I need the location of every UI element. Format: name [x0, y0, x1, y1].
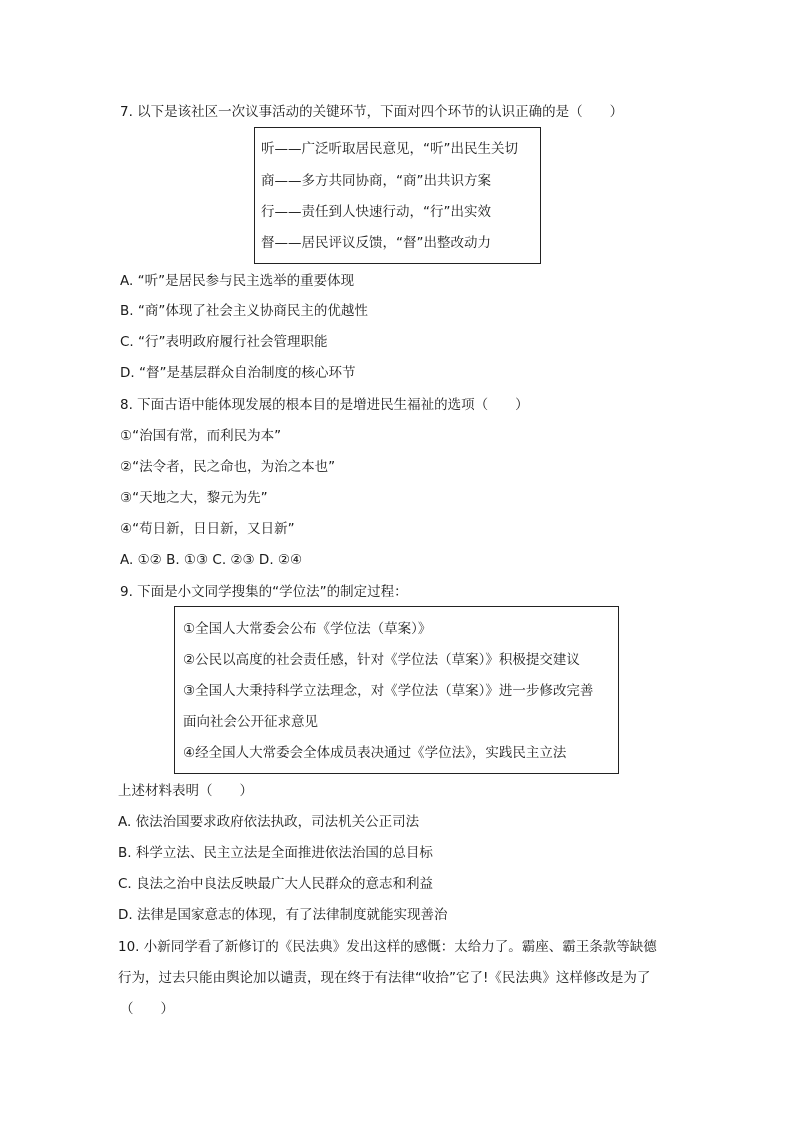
- q7-option-d: D. “督”是基层群众自治制度的核心环节: [120, 365, 356, 381]
- q9-option-b: B. 科学立法、民主立法是全面推进依法治国的总目标: [118, 845, 433, 861]
- q7-box-line: 商——多方共同协商，“商”出共识方案: [261, 173, 491, 189]
- q9-box-line: ①全国人大常委会公布《学位法（草案）》: [183, 621, 432, 637]
- q7-option-c: C. “行”表明政府履行社会管理职能: [120, 334, 328, 350]
- q8-item: ④“苟日新，日日新，又日新”: [120, 521, 295, 537]
- q9-option-a: A. 依法治国要求政府依法执政，司法机关公正司法: [118, 814, 420, 830]
- q7-box-line: 听——广泛听取居民意见，“听”出民生关切: [261, 141, 518, 157]
- q7-box-line: 督——居民评议反馈，“督”出整改动力: [261, 235, 491, 251]
- q7-box-line: 行——责任到人快速行动，“行”出实效: [261, 204, 491, 220]
- q10-stem-line: 行为，过去只能由舆论加以谴责，现在终于有法律“收拾”它了!《民法典》这样修改是为了: [118, 970, 651, 986]
- q9-option-c: C. 良法之治中良法反映最广大人民群众的意志和利益: [118, 876, 434, 892]
- q8-item: ①“治国有常，而利民为本”: [120, 428, 282, 444]
- q8-options: A. ①② B. ①③ C. ②③ D. ②④: [120, 552, 303, 568]
- q8-stem: 8. 下面古语中能体现发展的根本目的是增进民生福祉的选项（ ）: [120, 397, 529, 413]
- q9-question: 上述材料表明（ ）: [118, 783, 253, 799]
- q10-stem-line: 10. 小新同学看了新修订的《民法典》发出这样的感慨：太给力了。霸座、霸王条款等缺德: [118, 939, 657, 955]
- q9-option-d: D. 法律是国家意志的体现，有了法律制度就能实现善治: [118, 907, 448, 923]
- q9-box-line: ④经全国人大常委会全体成员表决通过《学位法》，实践民主立法: [183, 745, 567, 761]
- q9-box-line: ③全国人大秉持科学立法理念，对《学位法（草案）》进一步修改完善: [183, 683, 594, 699]
- q7-option-b: B. “商”体现了社会主义协商民主的优越性: [120, 303, 368, 319]
- q9-material-box: [174, 606, 619, 774]
- q9-box-line: 面向社会公开征求意见: [183, 714, 318, 730]
- q9-stem: 9. 下面是小文同学搜集的“学位法”的制定过程：: [120, 584, 408, 600]
- q7-material-box: [254, 127, 541, 264]
- q7-stem: 7. 以下是该社区一次议事活动的关键环节，下面对四个环节的认识正确的是（ ）: [120, 104, 624, 120]
- q10-answer-bracket: （ ）: [120, 1001, 174, 1017]
- q8-item: ②“法令者，民之命也，为治之本也”: [120, 459, 336, 475]
- q7-option-a: A. “听”是居民参与民主选举的重要体现: [120, 273, 355, 289]
- q9-box-line: ②公民以高度的社会责任感，针对《学位法（草案）》积极提交建议: [183, 652, 580, 668]
- q8-item: ③“天地之大，黎元为先”: [120, 490, 268, 506]
